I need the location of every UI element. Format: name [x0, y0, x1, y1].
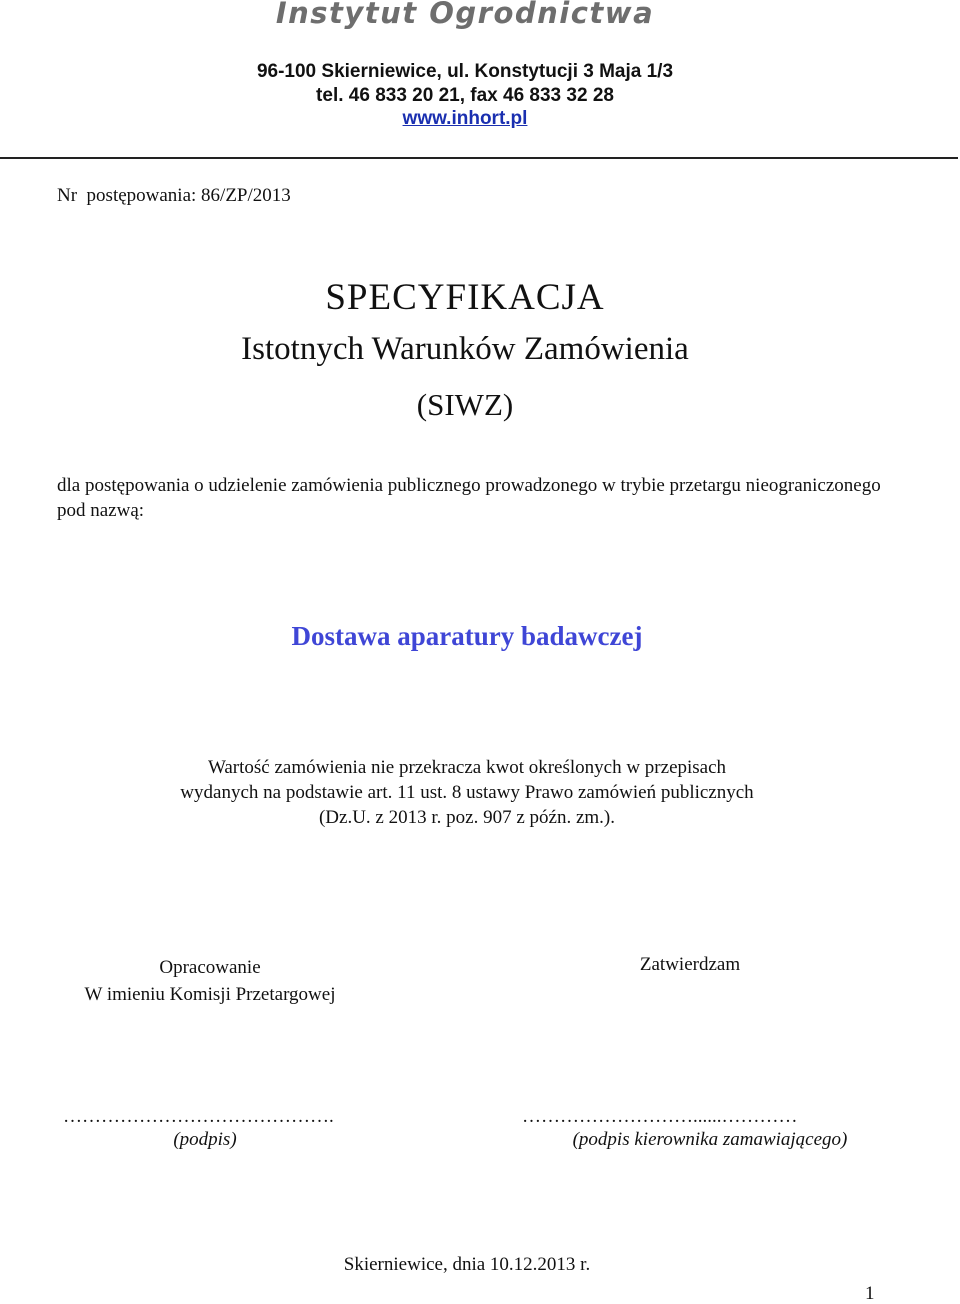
document-title: SPECYFIKACJA	[325, 277, 605, 318]
contact-line: tel. 46 833 20 21, fax 46 833 32 28	[316, 85, 614, 106]
header-divider	[0, 157, 958, 159]
value-note-line-1: Wartość zamówienia nie przekracza kwot określonych w przepisach	[207, 757, 727, 778]
signature-caption-right: (podpis kierownika zamawiającego)	[572, 1129, 848, 1150]
signature-caption-left: (podpis)	[173, 1129, 237, 1150]
document-abbreviation: (SIWZ)	[416, 387, 514, 422]
institute-name: Instytut Ogrodnictwa	[275, 0, 655, 30]
value-note-line-2: wydanych na podstawie art. 11 ust. 8 ustawy Prawo zamówień publicznych	[180, 782, 754, 803]
signature-line-right: ………………………......…………	[522, 1106, 798, 1127]
value-note	[0, 755, 934, 830]
committee-label: W imieniu Komisji Przetargowej	[84, 984, 336, 1005]
approve-label: Zatwierdzam	[639, 954, 741, 975]
place-and-date: Skierniewice, dnia 10.12.2013 r.	[343, 1254, 591, 1275]
prepared-label: Opracowanie	[159, 957, 261, 978]
value-note-line-3: (Dz.U. z 2013 r. poz. 907 z późn. zm.).	[318, 807, 615, 828]
signature-line-left: …………………………………….	[63, 1106, 334, 1127]
signature-left-labels	[30, 954, 390, 1008]
website-row	[0, 108, 930, 130]
procurement-subject: Dostawa aparatury badawczej	[291, 621, 643, 651]
intro-text: dla postępowania o udzielenie zamówienia publicznego prowadzonego w trybie przetargu nieograniczonego pod nazwą:	[57, 475, 881, 521]
case-number: Nr postępowania: 86/ZP/2013	[57, 185, 291, 206]
address-line: 96-100 Skierniewice, ul. Konstytucji 3 Maja 1/3	[256, 61, 674, 82]
page-number: 1	[865, 1283, 875, 1304]
website-link[interactable]: www.inhort.pl	[402, 108, 528, 129]
document-subtitle: Istotnych Warunków Zamówienia	[241, 331, 689, 367]
